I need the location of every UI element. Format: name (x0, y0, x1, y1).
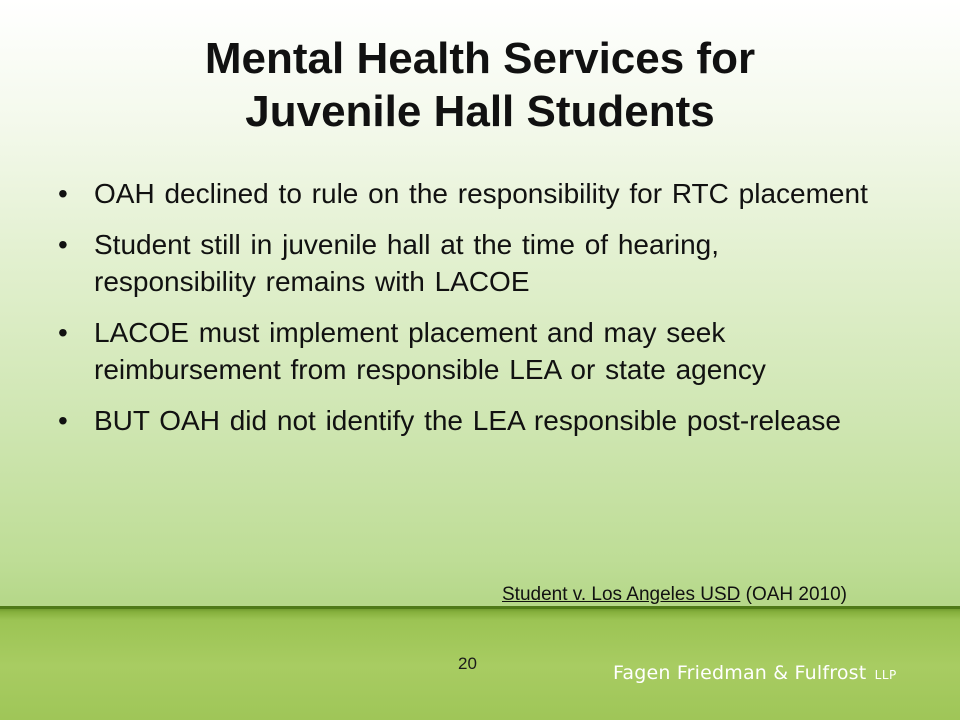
bullet-item (58, 226, 878, 300)
bullet-text: BUT OAH did not identify the LEA responsible post-release (94, 405, 841, 436)
bullet-item (58, 314, 878, 388)
bullet-text: Student still in juvenile hall at the time of hearing, responsibility remains with LACOE (94, 229, 720, 297)
firm-suffix: LLP (874, 668, 897, 682)
bullet-text: LACOE must implement placement and may seek reimbursement from responsible LEA or state agency (94, 317, 766, 385)
bullet-item (58, 175, 878, 212)
case-name: Student v. Los Angeles USD (502, 584, 741, 605)
bullet-item (58, 402, 878, 439)
page-number: 20 (458, 654, 477, 673)
firm-logo (613, 661, 897, 687)
bullet-marker: • (58, 178, 68, 209)
bullet-marker: • (58, 405, 68, 436)
bullet-text: OAH declined to rule on the responsibility for RTC placement (94, 178, 868, 209)
bullet-list (58, 175, 878, 453)
firm-name: Fagen Friedman & Fulfrost (613, 662, 867, 684)
case-citation (502, 583, 847, 607)
slide-title (0, 32, 960, 138)
title-line-2: Juvenile Hall Students (245, 87, 715, 136)
title-line-1: Mental Health Services for (204, 34, 756, 83)
bullet-marker: • (58, 317, 68, 348)
bullet-marker: • (58, 229, 68, 260)
case-citation-suffix: (OAH 2010) (740, 584, 848, 605)
